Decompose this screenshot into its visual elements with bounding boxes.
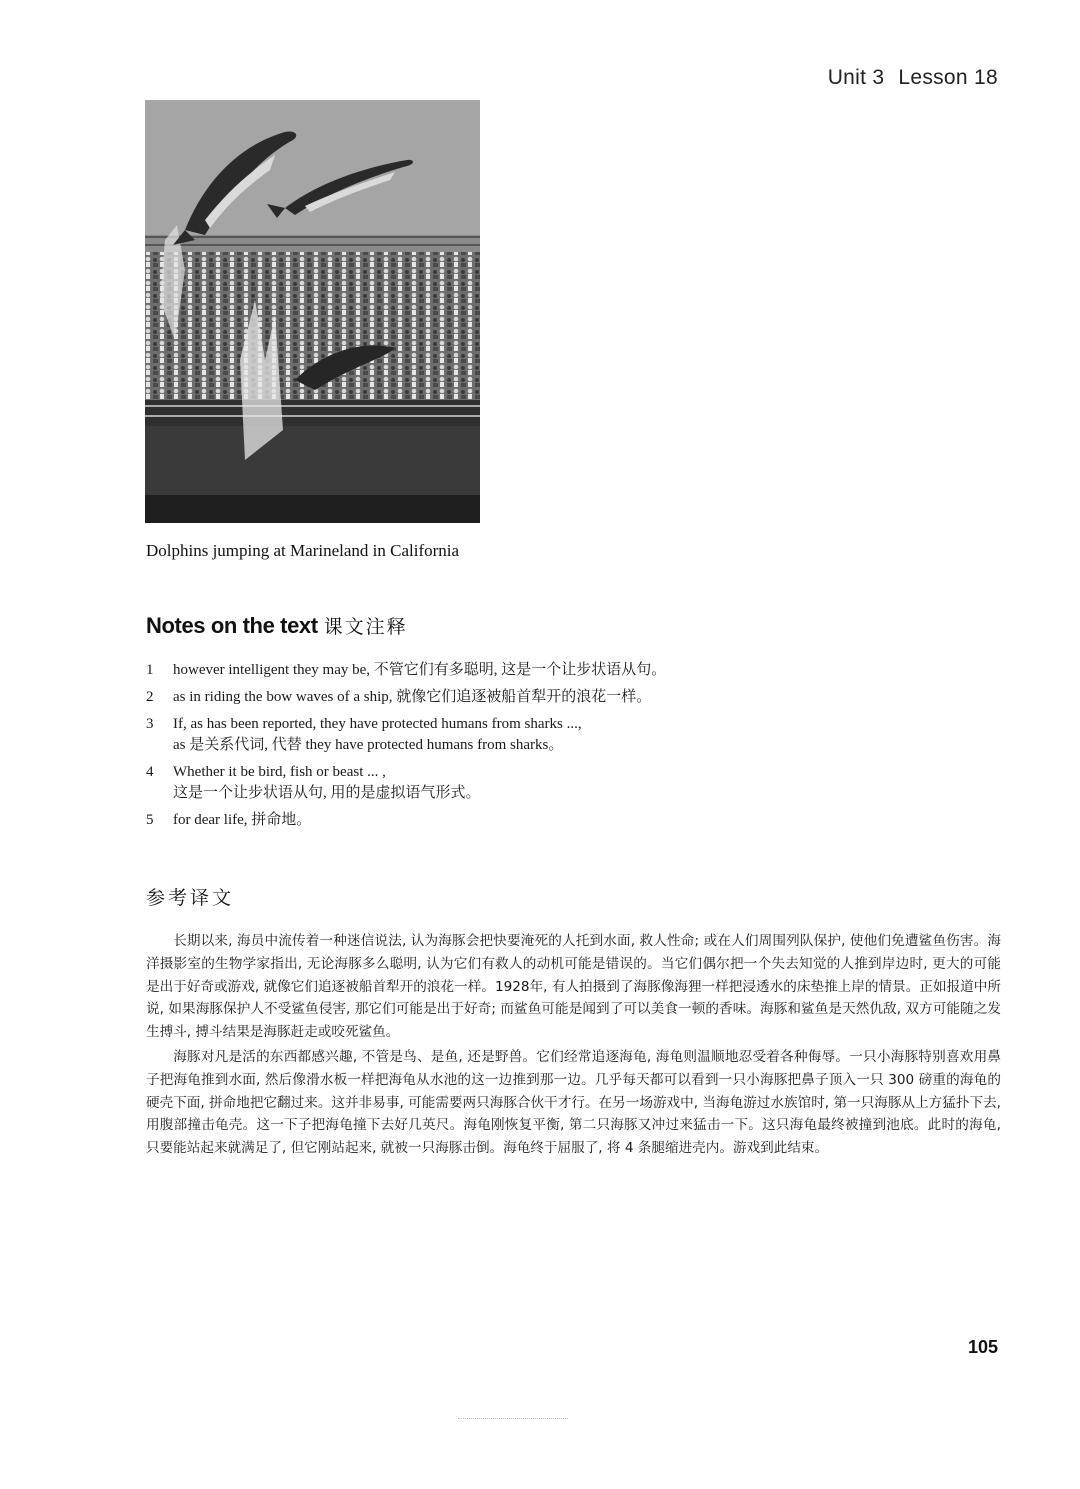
dolphin-photo-illustration xyxy=(145,100,480,523)
notes-title-zh: 课文注释 xyxy=(323,616,408,638)
note-text: however intelligent they may be, 不管它们有多聪明, 这是一个让步状语从句。 xyxy=(173,662,667,678)
note-item xyxy=(146,660,1006,681)
figure-caption: Dolphins jumping at Marineland in California xyxy=(146,541,460,560)
note-text: If, as has been reported, they have protected humans from sharks ..., xyxy=(173,716,582,732)
page-number: 105 xyxy=(967,1337,998,1357)
note-number: 3 xyxy=(146,716,154,732)
notes-list xyxy=(146,660,1006,837)
translation-paragraph: 海豚对凡是活的东西都感兴趣, 不管是鸟、是鱼, 还是野兽。它们经常追逐海龟, 海龟则温顺地忍受着各种侮辱。一只小海豚特别喜欢用鼻子把海龟推到水面, 然后像滑水板一样把海龟从水池的这一边推到那一边。几乎每天都可以看到一只小海豚把鼻子顶入一只 300 磅重的海龟的硬壳下面, 拼命地把它翻过来。这并非易事, 可能需要两只海豚合伙干才行。在另一场游戏中, 当海龟游过水族馆时, 第一只海豚从上方猛扑下去, 用腹部撞击龟壳。这一下子把海龟撞下去好几英尺。海龟刚恢复平衡, 第二只海豚又冲过来猛击一下。这只海龟最终被撞到池底。此时的海龟, 只要能站起来就满足了, 但它刚站起来, 就被一只海豚击倒。海龟终于屈服了, 将 4 条腿缩进壳内。游戏到此结束。 xyxy=(146,1048,1001,1157)
note-item xyxy=(146,810,1006,831)
dolphin-photo xyxy=(145,100,480,523)
scan-artifact xyxy=(458,1418,568,1421)
note-subtext: 这是一个让步状语从句, 用的是虚拟语气形式。 xyxy=(173,785,481,801)
note-subtext: as 是关系代词, 代替 they have protected humans from sharks。 xyxy=(173,737,564,753)
note-text: Whether it be bird, fish or beast ... , xyxy=(173,764,386,780)
translation-paragraph: 长期以来, 海员中流传着一种迷信说法, 认为海豚会把快要淹死的人托到水面, 救人性命; 或在人们周围列队保护, 使他们免遭鲨鱼伤害。海洋摄影室的生物学家指出, 无论海豚多么聪明, 认为它们有救人的动机可能是错误的。当它们偶尔把一个失去知觉的人推到岸边时, 更大的可能是出于好奇或游戏, 就像它们追逐被船首犁开的浪花一样。1928年, 有人拍摄到了海豚像海狸一样把浸透水的床垫推上岸的情景。正如报道中所说, 如果海豚保护人不受鲨鱼侵害, 那它们可能是出于好奇; 而鲨鱼可能是闻到了可以美食一顿的香味。海豚和鲨鱼是天然仇敌, 双方可能随之发生搏斗, 搏斗结果是海豚赶走或咬死鲨鱼。 xyxy=(146,933,1001,1041)
note-text: for dear life, 拼命地。 xyxy=(173,812,312,828)
note-item xyxy=(146,714,1006,756)
unit-label: Unit 3 xyxy=(827,66,885,89)
running-header xyxy=(828,66,998,90)
note-item xyxy=(146,687,1006,708)
reference-translation-body xyxy=(146,930,1001,1162)
note-number: 2 xyxy=(146,689,154,705)
lesson-label: Lesson 18 xyxy=(898,66,998,89)
notes-title: Notes on the text xyxy=(146,613,318,638)
note-item xyxy=(146,762,1006,804)
notes-heading xyxy=(146,612,408,639)
note-number: 5 xyxy=(146,812,154,828)
note-text: as in riding the bow waves of a ship, 就像它们追逐被船首犁开的浪花一样。 xyxy=(173,689,652,705)
note-number: 1 xyxy=(146,662,154,678)
note-number: 4 xyxy=(146,764,154,780)
reference-translation-heading: 参考译文 xyxy=(146,887,235,909)
